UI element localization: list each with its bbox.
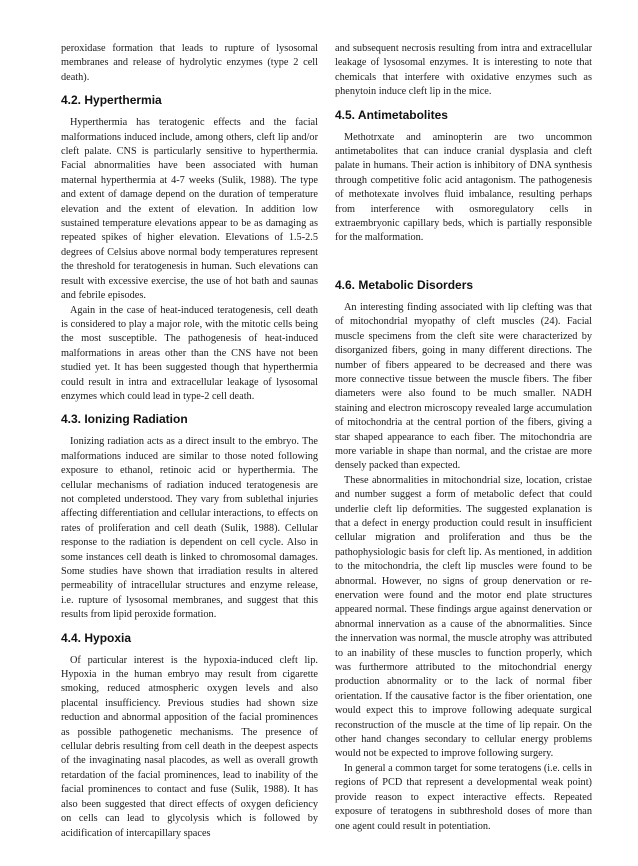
section-heading-hypoxia: 4.4. Hypoxia — [61, 630, 132, 645]
metabolic-disorders-paragraph-1: An interesting finding associated with lip clefting was that of mitochondrial myopathy of cleft muscles (24). Facial muscle specimens from the cleft site were characterized by disorganized fibers, going in many different directions. The number of fibers appeared to be decreased and there was more connective tissue between the muscle fibers. The fiber diameters were also found to be much smaller. NADH staining and electron microscopy revealed large accumulation of mitochondria at the central portion of the fibers, giving a star shaped appearance to each fiber. The mitochondria are more variable in shape than normal, and the cristae are more densely packed than expected. — [335, 301, 592, 472]
section-heading-hyperthermia: 4.2. Hyperthermia — [61, 93, 162, 108]
left-column — [61, 42, 318, 841]
section-spacer — [335, 246, 592, 270]
right-intro-paragraph: and subsequent necrosis resulting from intra and extracellular leakage of lysosomal enzymes. It is interesting to note that chemicals that interfere with oxidative enzymes such as phenytoin induce cleft lip in the mice. — [335, 43, 592, 98]
ionizing-radiation-paragraph: Ionizing radiation acts as a direct insult to the embryo. The malformations induced are similar to those noted following exposure to ethanol, retinoic acid or hyperthermia. The cellular mechanisms of radiation induced teratogenesis are not completed understood. They vary from sublethal injuries affecting differentiation and cellular interactions, to effects on rates of proliferation and cell death (Sulik, 1988). Cellular response to the radiation is dependent on cell cycle. Also in some instances cell death is linked to chromosomal damages. Some studies have shown that irradiation results in altered permeability of intracellular structures and enzyme release, i.e. rupture of lysosomal membranes, and suggest that this results from lipid peroxide formation. — [61, 436, 318, 621]
hypoxia-paragraph: Of particular interest is the hypoxia-induced cleft lip. Hypoxia in the human embryo may result from cigarette smoking, reduced atmospheric oxygen levels and also placental insufficiency. Previous studies had shown size reduction and abnormal apposition of the facial prominences as possible pathogenetic mechanisms. The presence of cellular debris resulting from cell death in the deepest aspects of the invaginating nasal placodes, as well as overall growth retardation of the facial prominences, lead to inability of the facial prominences to contact and fuse (Sulik, 1988). It has also been suggested that direct effects of oxygen deficiency on cells can lead to glycolysis which is followed by acidification of intercapillary spaces — [61, 654, 318, 839]
hyperthermia-paragraph-2: Again in the case of heat-induced teratogenesis, cell death is considered to play a major role, with the mitotic cells being the most susceptible. The pathogenesis of heat-induced malformations in areas other than the CNS have not been studied yet. It has been suggested though that hyperthermia could result in intra and extracellular leakage of lysosomal enzymes which could lead in type-2 cell death. — [61, 304, 318, 402]
metabolic-disorders-paragraph-2: These abnormalities in mitochondrial size, location, cristae and number suggest a form of metabolic defect that could underlie cleft lip deformities. The suggested explanation is that a defect in energy production could result in insufficient cellular migration and proliferation and thus be the pathophysiologic basis for cleft lip. As mentioned, in addition to the mitochondria, the cleft lip muscles were found to be abnormal. However, no signs of group denervation or re-enervation were found and the motor end plate structures appeared normal. These findings argue against denervation or abnormal innervation as a cause of the abnormalities. Since the innervation was normal, the muscle atrophy was attributed to an inability of these muscles to function properly, which was furthermore attributed to the mitochondrial energy production abnormality or to the lack of normal fiber orientation. If the causative factor is the fiber orientation, one would expect this to improve following adequate surgical reconstruction of the muscle at the time of lip repair. On the other hand changes secondary to cellular energy problems would not be expected to improve following surgery. — [335, 474, 592, 760]
section-heading-antimetabolites: 4.5. Antimetabolites — [335, 107, 448, 122]
section-heading-ionizing-radiation: 4.3. Ionizing Radiation — [61, 412, 188, 427]
antimetabolites-paragraph: Methotrxate and aminopterin are two uncommon antimetabolites that can induce cranial dysplasia and cleft palate in humans. Their action is inhibitory of DNA synthesis through competitive folic acid antagonism. The pathogenesis of methotexate involves fluid imbalance, resulting perhaps from interference with osmoregulatory cells in extraembryonic capillary beds, which is partially responsible for the malformation. — [335, 131, 592, 244]
section-heading-metabolic-disorders: 4.6. Metabolic Disorders — [335, 277, 474, 292]
hyperthermia-paragraph-1: Hyperthermia has teratogenic effects and the facial malformations induced include, among others, cleft lip and/or cleft palate. CNS is particularly sensitive to hyperthermia. Facial abnormalities have been associated with human maternal hyperthermia at 4-7 weeks (Sulik, 1988). The type and extent of damage depend on the duration of temperature elevation and the extent of elevation. In addition low sustained temperature elevations appear to be as damaging as repeated spikes of higher elevation. Elevations of 1.5-2.5 degrees of Celsius above normal body temperatures represent the threshold for teratogenesis in human. Such elevations can result with excessive exercise, the use of hot bath and saunas and febrile episodes. — [61, 117, 318, 302]
left-intro-paragraph: peroxidase formation that leads to rupture of lysosomal membranes and release of hydrolytic enzymes (type 2 cell death). — [61, 43, 318, 83]
right-column — [335, 42, 592, 834]
metabolic-disorders-paragraph-3: In general a common target for some teratogens (i.e. cells in regions of PCD that represent a developmental weak point) provide reason to expect interactive effects. Repeated exposure of teratogens in subthreshold doses of more than one agent could result in potentiation. — [335, 762, 592, 832]
